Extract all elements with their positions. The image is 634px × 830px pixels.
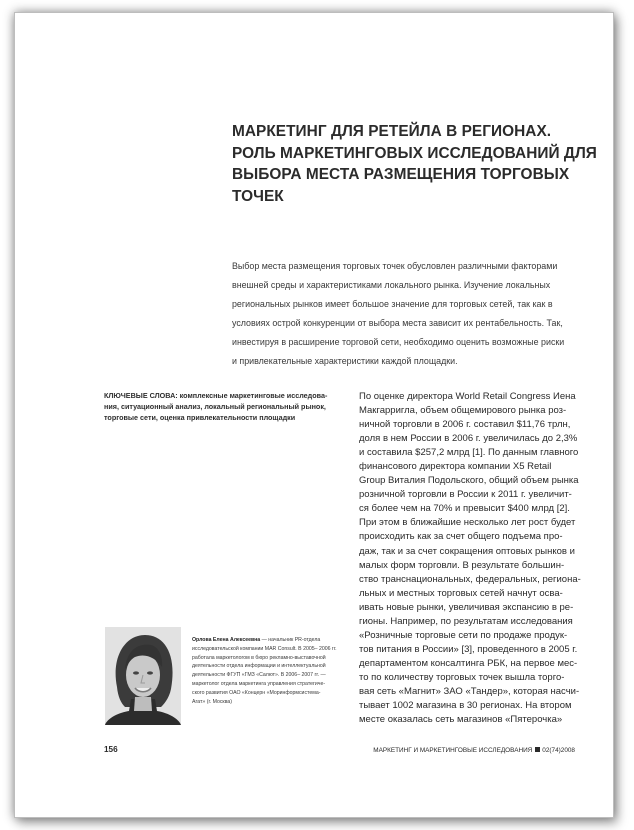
lead-line: инвестируя в расширение торговой сети, необходимо оценить возможные риски <box>232 337 565 348</box>
keywords-line: КЛЮЧЕВЫЕ СЛОВА: комплексные маркетинговые исследова- <box>104 391 328 400</box>
lead-line: и привлекательные характеристики каждой площадки. <box>232 356 458 367</box>
body-line: гионы. Например, по результатам исследования <box>359 615 573 627</box>
lead-line: Выбор места размещения торговых точек обусловлен различными факторами <box>232 261 558 271</box>
body-line: тывает 1002 магазина в 30 регионах. На втором <box>359 700 572 712</box>
lead-line: условиях острой конкуренции от выбора места зависит их рентабельность. Так, <box>232 318 563 329</box>
bio-line: работала маркетологом в бюро рекламно-выставочной <box>192 654 326 661</box>
magazine-page <box>14 12 614 818</box>
journal-title: МАРКЕТИНГ И МАРКЕТИНГОВЫЕ ИССЛЕДОВАНИЯ <box>373 747 533 754</box>
body-line: розничной торговли в России к 2011 г. увеличит- <box>359 489 572 501</box>
body-line: месте оказалась сеть магазинов «Пятерочка» <box>359 714 563 726</box>
body-line: Макгарригла, объем общемирового рынка роз- <box>359 405 567 417</box>
title-line: РОЛЬ МАРКЕТИНГОВЫХ ИССЛЕДОВАНИЙ ДЛЯ <box>232 144 597 162</box>
body-line: При этом в ближайшие несколько лет рост будет <box>359 517 576 529</box>
journal-issue: 02(74)2008 <box>542 747 575 754</box>
bio-line: ского развития ОАО «Концерн «Моринформсистема- <box>192 689 321 696</box>
keywords <box>104 391 339 423</box>
title-line: ТОЧЕК <box>232 187 284 205</box>
running-footer <box>373 747 575 754</box>
bio-line: деятельности ФГУП «ГМЗ «Салют». В 2006– 2007 гг. — <box>192 672 326 679</box>
body-line: вая сеть «Магнит» ЗАО «Тандер», которая насчи- <box>359 685 580 697</box>
body-line: ивать новые рынки, увеличивая экспансию в ре- <box>359 601 574 613</box>
lead-line: региональных рынков имеет большое значение для торговых сетей, так как в <box>232 299 553 310</box>
body-line: ничной торговли в 2006 г. составил $11,76 трлн, <box>359 419 571 431</box>
page-number: 156 <box>104 745 118 754</box>
author-bio <box>192 636 337 706</box>
article-title <box>232 121 597 207</box>
square-bullet-icon <box>535 747 540 752</box>
body-line: малых форм торговли. В результате большин- <box>359 559 565 571</box>
bio-first-line <box>192 636 337 645</box>
body-line: Group Виталия Подольского, общий объем рынка <box>359 475 579 487</box>
author-portrait-image <box>105 627 181 725</box>
body-line: ся более чем на 70% и превысит $400 млрд [2]. <box>359 503 570 515</box>
keywords-line: торговые сети, оценка привлекательности площадки <box>104 412 296 422</box>
bio-line: Агат» (г. Москва) <box>192 698 233 705</box>
keywords-line: ния, ситуационный анализ, локальный региональный рынок, <box>104 401 326 411</box>
body-line: то по количеству торговых точек вышла торго- <box>359 671 565 683</box>
title-line: МАРКЕТИНГ ДЛЯ РЕТЕЙЛА В РЕГИОНАХ. <box>232 123 552 140</box>
bio-line: маркетолог отдела маркетинга управления стратегиче- <box>192 680 326 687</box>
body-line: льных и местных торговых сетей начнут осва- <box>359 587 563 599</box>
article-body <box>359 390 599 727</box>
body-line: «Розничные торговые сети по продаже продук- <box>359 629 568 641</box>
author-photo <box>105 627 181 725</box>
lead-line: внешней среды и характеристиками локального рынка. Изучение локальных <box>232 280 551 291</box>
body-line: и составила $257,2 млрд [1]. По данным главного <box>359 447 579 459</box>
body-line: тов питания в России» [3], проведенного в 2005 г. <box>359 643 578 655</box>
bio-line: исследовательской компании MAR Consult. В 2005– 2006 гг. <box>192 645 337 652</box>
body-line: доля в нем России в 2006 г. увеличилась до 2,3% <box>359 433 578 445</box>
body-line: ство транснациональных, федеральных, региона- <box>359 573 581 585</box>
body-line: По оценке директора World Retail Congress Иена <box>359 391 576 402</box>
body-line: даж, так и за счет сокращения оптовых рынков и <box>359 545 575 557</box>
bio-line: деятельности отдела информации и интеллектуальной <box>192 663 326 670</box>
author-name: Орлова Елена Алексеевна <box>192 637 261 643</box>
body-line: финансового директора компании X5 Retail <box>359 461 552 473</box>
bio-first-text: — начальник PR-отдела <box>260 637 321 643</box>
body-line: департаментом консалтинга РБК, на первое мес- <box>359 657 578 669</box>
body-line: происходить как за счет общего подъема про- <box>359 531 563 543</box>
title-line: ВЫБОРА МЕСТА РАЗМЕЩЕНИЯ ТОРГОВЫХ <box>232 166 570 184</box>
article-lead <box>232 257 592 372</box>
